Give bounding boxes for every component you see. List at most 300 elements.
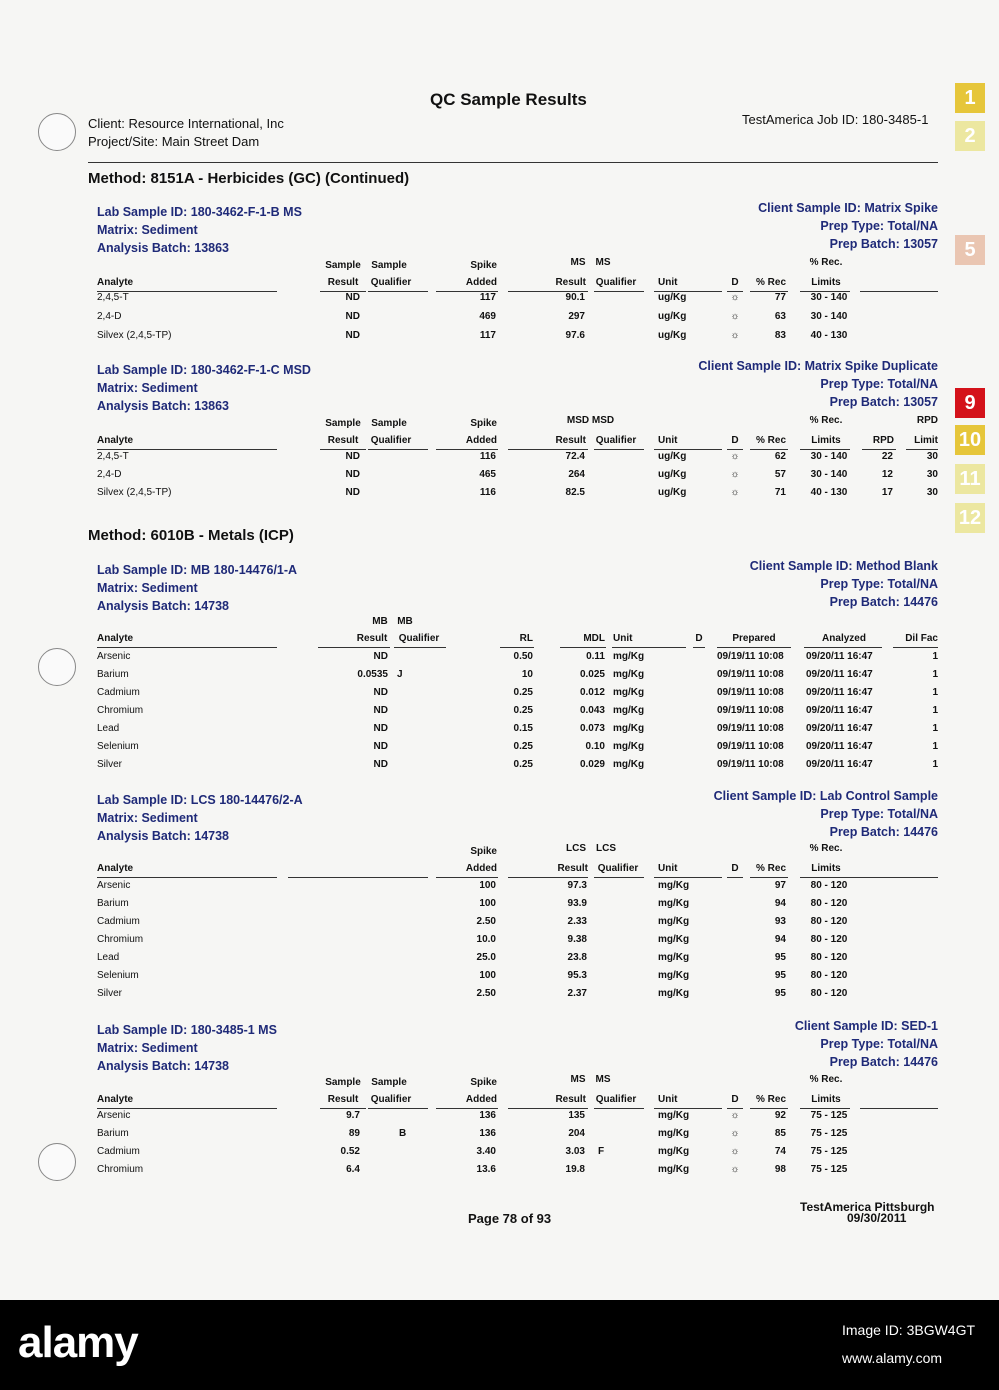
analyte-name: 2,4,5-T [97,292,129,303]
lcs-result: 93.9 [567,898,587,909]
client-sample-id: Client Sample ID: SED-1 [794,1019,938,1033]
analyte-name: Cadmium [97,687,140,698]
dry-weight-icon: ☼ [730,1146,740,1157]
column-header: Spike [470,260,497,271]
column-underline [727,449,743,450]
unit: ug/Kg [658,292,687,303]
column-header: Unit [658,277,678,288]
column-header: Unit [658,863,678,874]
column-header: D [695,633,703,644]
analyte-name: Lead [97,952,120,963]
page-number: Page 78 of 93 [468,1211,552,1226]
column-header: Qualifier [597,863,639,874]
section-tab: 5 [955,235,985,265]
analysis-batch: Analysis Batch: 14738 [97,829,230,843]
column-header: Sample [371,260,407,271]
rpd-limit: 30 [926,451,938,462]
column-header: Dil Fac [905,633,938,644]
ms-result: 3.03 [565,1146,585,1157]
page-title: QC Sample Results [430,90,587,109]
section-tab: 9 [955,388,985,418]
prepared-date: 09/19/11 10:08 [717,723,784,734]
percent-recovery: 74 [774,1146,786,1157]
dry-weight-icon: ☼ [730,1110,740,1121]
client-sample-id: Client Sample ID: Lab Control Sample [713,789,938,803]
column-header: Sample [325,1077,361,1088]
column-underline [860,291,938,292]
reporting-limit: 0.50 [513,651,533,662]
recovery-limits: 30 - 140 [810,311,848,322]
column-header: % Rec. [809,415,843,426]
analyzed-date: 09/20/11 16:47 [806,687,873,698]
column-underline [436,877,498,878]
analyte-name: 2,4-D [97,311,122,322]
prep-type: Prep Type: Total/NA [820,1037,938,1051]
dry-weight-icon: ☼ [730,451,740,462]
recovery-limits: 80 - 120 [810,880,848,891]
column-underline [320,449,366,450]
column-header: % Rec [755,277,786,288]
column-underline [97,449,277,450]
column-header: Unit [658,1094,678,1105]
mdl-value: 0.10 [585,741,605,752]
unit: mg/Kg [613,705,645,716]
analyzed-date: 09/20/11 16:47 [806,651,873,662]
column-header: RPD [872,435,894,446]
column-underline [862,449,896,450]
unit: mg/Kg [658,952,690,963]
column-underline [800,449,850,450]
column-underline [717,647,791,648]
unit: ug/Kg [658,311,687,322]
unit: mg/Kg [613,687,645,698]
unit: mg/Kg [658,1146,690,1157]
column-underline [750,449,788,450]
ms-result: 297 [568,311,585,322]
column-header: D [731,435,739,446]
result-value: ND [345,487,360,498]
result-value: ND [373,741,388,752]
column-header: Qualifier [398,633,440,644]
column-header: Analyte [97,435,134,446]
column-header: Limits [811,1094,841,1105]
analyte-name: Lead [97,723,120,734]
analyte-name: Cadmium [97,916,140,927]
ms-qualifier: F [598,1146,605,1157]
column-underline [727,1108,743,1109]
column-header: Spike [470,1077,497,1088]
column-header: Result [327,277,359,288]
result-value: ND [345,451,360,462]
column-header: % Rec [755,435,786,446]
column-header: Spike [470,418,497,429]
ms-result: 97.6 [565,330,585,341]
column-header: Spike [470,846,497,857]
dry-weight-icon: ☼ [730,330,740,341]
column-header: MS [595,1074,611,1085]
prep-batch: Prep Batch: 14476 [829,825,938,839]
lab-sample-id: Lab Sample ID: MB 180-14476/1-A [97,563,298,577]
column-header: Qualifier [370,277,412,288]
lab-sample-id: Lab Sample ID: LCS 180-14476/2-A [97,793,303,807]
job-id: TestAmerica Job ID: 180-3485-1 [742,112,929,127]
column-underline [560,647,606,648]
column-header: RPD [916,415,938,426]
column-underline [368,449,428,450]
recovery-limits: 80 - 120 [810,934,848,945]
reporting-limit: 0.25 [513,705,533,716]
column-header: Limits [811,863,841,874]
reporting-limit: 0.25 [513,759,533,770]
column-header: Limits [811,435,841,446]
analyte-name: Chromium [97,705,144,716]
column-underline [693,647,705,648]
analyzed-date: 09/20/11 16:47 [806,723,873,734]
column-header: Qualifier [595,1094,637,1105]
recovery-limits: 80 - 120 [810,988,848,999]
section-tab: 10 [955,425,985,455]
analyte-name: Silvex (2,4,5-TP) [97,487,172,498]
spike-added: 25.0 [476,952,496,963]
result-value: ND [373,705,388,716]
column-header: Qualifier [595,435,637,446]
spike-added: 117 [479,292,496,303]
percent-recovery: 57 [774,469,786,480]
column-header: MS [595,257,611,268]
column-header: MS [570,257,586,268]
column-underline [394,647,446,648]
unit: mg/Kg [613,669,645,680]
ms-result: 19.8 [565,1164,585,1175]
result-value: ND [373,651,388,662]
spike-added: 100 [479,898,496,909]
client-sample-id: Client Sample ID: Method Blank [749,559,938,573]
column-underline [508,1108,588,1109]
rpd-value: 17 [881,487,893,498]
section-tab: 11 [955,464,985,494]
analyte-name: Cadmium [97,1146,140,1157]
column-underline [594,291,644,292]
analyte-name: Chromium [97,1164,144,1175]
column-underline [97,647,277,648]
column-underline [654,449,722,450]
analyzed-date: 09/20/11 16:47 [806,669,873,680]
column-underline [436,1108,498,1109]
ms-result: 204 [568,1128,585,1139]
spike-added: 100 [479,970,496,981]
column-underline [612,647,686,648]
unit: mg/Kg [613,651,645,662]
spike-added: 2.50 [476,988,496,999]
recovery-limits: 40 - 130 [810,330,848,341]
prep-batch: Prep Batch: 14476 [829,1055,938,1069]
percent-recovery: 98 [774,1164,786,1175]
analyzed-date: 09/20/11 16:47 [806,759,873,770]
percent-recovery: 94 [774,934,786,945]
analyte-name: Selenium [97,741,139,752]
unit: mg/Kg [613,741,645,752]
analyzed-date: 09/20/11 16:47 [806,741,873,752]
client-sample-id: Client Sample ID: Matrix Spike [758,201,938,215]
dry-weight-icon: ☼ [730,487,740,498]
dilution-factor: 1 [932,705,938,716]
result-value: ND [373,687,388,698]
analyte-name: Arsenic [97,880,131,891]
column-underline [860,1108,938,1109]
spike-added: 117 [479,330,496,341]
column-underline [654,1108,722,1109]
column-header: % Rec. [809,1074,843,1085]
matrix-label: Matrix: Sediment [97,1041,198,1055]
column-header: Added [465,277,497,288]
section-tab: 2 [955,121,985,151]
result-value: 89 [348,1128,360,1139]
rpd-limit: 30 [926,469,938,480]
percent-recovery: 93 [774,916,786,927]
reporting-limit: 0.25 [513,687,533,698]
section-tab: 1 [955,83,985,113]
column-header: Result [555,277,586,288]
analyte-name: 2,4,5-T [97,451,129,462]
lcs-result: 2.33 [567,916,587,927]
ms-result: 72.4 [565,451,585,462]
column-header: Analyte [97,863,134,874]
client-name: Client: Resource International, Inc [88,116,284,131]
dilution-factor: 1 [932,723,938,734]
column-header: D [731,277,739,288]
mdl-value: 0.029 [579,759,605,770]
spike-added: 2.50 [476,916,496,927]
percent-recovery: 71 [774,487,786,498]
column-header: % Rec. [809,257,843,268]
column-header: Sample [325,260,361,271]
lab-sample-id: Lab Sample ID: 180-3462-F-1-B MS [97,205,302,219]
lab-name: TestAmerica Pittsburgh [800,1200,935,1214]
unit: mg/Kg [658,934,690,945]
column-header: Result [356,633,388,644]
section-tab: 12 [955,503,985,533]
unit: ug/Kg [658,487,687,498]
dry-weight-icon: ☼ [730,311,740,322]
alamy-logo: alamy [18,1318,138,1367]
column-header: LCS [596,843,616,854]
matrix-label: Matrix: Sediment [97,581,198,595]
column-header: MDL [583,633,605,644]
percent-recovery: 97 [774,880,786,891]
analyte-name: Silvex (2,4,5-TP) [97,330,172,341]
lab-sample-id: Lab Sample ID: 180-3485-1 MS [97,1023,277,1037]
prepared-date: 09/19/11 10:08 [717,741,784,752]
binder-hole-icon [38,113,76,151]
column-header: % Rec [755,1094,786,1105]
column-header: RL [519,633,533,644]
dry-weight-icon: ☼ [730,1128,740,1139]
spike-added: 136 [479,1128,496,1139]
unit: ug/Kg [658,451,687,462]
mdl-value: 0.073 [579,723,605,734]
result-value: ND [373,759,388,770]
reporting-limit: 0.15 [513,723,533,734]
spike-added: 3.40 [476,1146,496,1157]
stock-watermark-bar [0,1300,999,1390]
column-header: Prepared [732,633,776,644]
prep-batch: Prep Batch: 13057 [829,237,938,251]
spike-added: 116 [479,451,496,462]
result-value: ND [345,311,360,322]
result-value: ND [373,723,388,734]
dilution-factor: 1 [932,759,938,770]
recovery-limits: 30 - 140 [810,469,848,480]
percent-recovery: 95 [774,988,786,999]
binder-hole-icon [38,648,76,686]
recovery-limits: 75 - 125 [810,1110,848,1121]
unit: mg/Kg [658,1128,690,1139]
report-date: 09/30/2011 [847,1211,907,1225]
column-underline [97,1108,277,1109]
analyte-name: Silver [97,759,123,770]
client-sample-id: Client Sample ID: Matrix Spike Duplicate [698,359,938,373]
unit: mg/Kg [658,880,690,891]
recovery-limits: 80 - 120 [810,970,848,981]
column-underline [318,647,390,648]
result-value: 0.52 [340,1146,360,1157]
dilution-factor: 1 [932,741,938,752]
percent-recovery: 83 [774,330,786,341]
spike-added: 13.6 [476,1164,496,1175]
ms-result: 90.1 [565,292,585,303]
column-underline [594,1108,644,1109]
dilution-factor: 1 [932,687,938,698]
column-header: Result [555,1094,586,1105]
column-header: % Rec. [809,843,843,854]
prepared-date: 09/19/11 10:08 [717,759,784,770]
unit: ug/Kg [658,330,687,341]
percent-recovery: 62 [774,451,786,462]
percent-recovery: 95 [774,952,786,963]
column-header: MB [397,616,413,627]
prep-batch: Prep Batch: 13057 [829,395,938,409]
prep-type: Prep Type: Total/NA [820,219,938,233]
mdl-value: 0.012 [579,687,605,698]
prepared-date: 09/19/11 10:08 [717,687,784,698]
column-header: Result [327,435,359,446]
recovery-limits: 40 - 130 [810,487,848,498]
column-underline [800,877,938,878]
image-id: Image ID: 3BGW4GT [842,1322,976,1338]
column-header: Sample [371,418,407,429]
matrix-label: Matrix: Sediment [97,811,198,825]
percent-recovery: 94 [774,898,786,909]
column-underline [500,647,534,648]
ms-result: 135 [568,1110,585,1121]
column-underline [436,449,498,450]
column-header: Unit [613,633,633,644]
reporting-limit: 10 [521,669,533,680]
column-underline [508,449,588,450]
recovery-limits: 80 - 120 [810,916,848,927]
column-header: Result [555,435,586,446]
ms-result: 82.5 [565,487,585,498]
analyte-name: Arsenic [97,651,131,662]
spike-added: 10.0 [476,934,496,945]
ms-result: 264 [568,469,585,480]
recovery-limits: 75 - 125 [810,1146,848,1157]
analysis-batch: Analysis Batch: 14738 [97,1059,230,1073]
column-header: Analyte [97,1094,134,1105]
prep-batch: Prep Batch: 14476 [829,595,938,609]
analyte-name: Selenium [97,970,139,981]
column-header: D [731,863,739,874]
percent-recovery: 95 [774,970,786,981]
dry-weight-icon: ☼ [730,292,740,303]
spike-added: 100 [479,880,496,891]
column-underline [368,1108,428,1109]
column-underline [750,1108,788,1109]
method-heading: Method: 8151A - Herbicides (GC) (Continued) [88,170,410,187]
analyte-name: Barium [97,898,129,909]
column-header: Sample [325,418,361,429]
column-underline [594,449,644,450]
column-underline [368,291,428,292]
prep-type: Prep Type: Total/NA [820,577,938,591]
column-header: Limits [811,277,841,288]
unit: mg/Kg [658,1110,690,1121]
analysis-batch: Analysis Batch: 13863 [97,399,230,413]
result-value: 0.0535 [357,669,388,680]
prep-type: Prep Type: Total/NA [820,807,938,821]
unit: mg/Kg [658,916,690,927]
result-value: 6.4 [346,1164,360,1175]
recovery-limits: 80 - 120 [810,898,848,909]
column-header: Unit [658,435,678,446]
column-header: % Rec [755,863,786,874]
unit: mg/Kg [658,970,690,981]
analyte-name: Arsenic [97,1110,131,1121]
column-header: Added [465,1094,497,1105]
rpd-value: 22 [881,451,893,462]
column-header: MS [570,1074,586,1085]
column-header: Limit [914,435,938,446]
column-underline [97,877,277,878]
column-header: Result [557,863,588,874]
lcs-result: 23.8 [567,952,587,963]
dilution-factor: 1 [932,669,938,680]
unit: ug/Kg [658,469,687,480]
unit: mg/Kg [658,898,690,909]
unit: mg/Kg [658,988,690,999]
dry-weight-icon: ☼ [730,469,740,480]
mdl-value: 0.11 [586,651,605,662]
rpd-limit: 30 [926,487,938,498]
analyte-name: 2,4-D [97,469,122,480]
analyte-name: Chromium [97,934,144,945]
lcs-result: 9.38 [567,934,587,945]
stock-site: www.alamy.com [842,1350,943,1366]
analyte-name: Barium [97,669,129,680]
mdl-value: 0.025 [579,669,605,680]
column-header: Analyte [97,633,134,644]
analyzed-date: 09/20/11 16:47 [806,705,873,716]
column-underline [800,1108,850,1109]
recovery-limits: 30 - 140 [810,292,848,303]
recovery-limits: 75 - 125 [810,1164,848,1175]
rpd-value: 12 [881,469,893,480]
column-underline [750,877,788,878]
column-header: Added [465,435,497,446]
column-underline [906,449,938,450]
column-header: D [731,1094,739,1105]
result-value: ND [345,292,360,303]
